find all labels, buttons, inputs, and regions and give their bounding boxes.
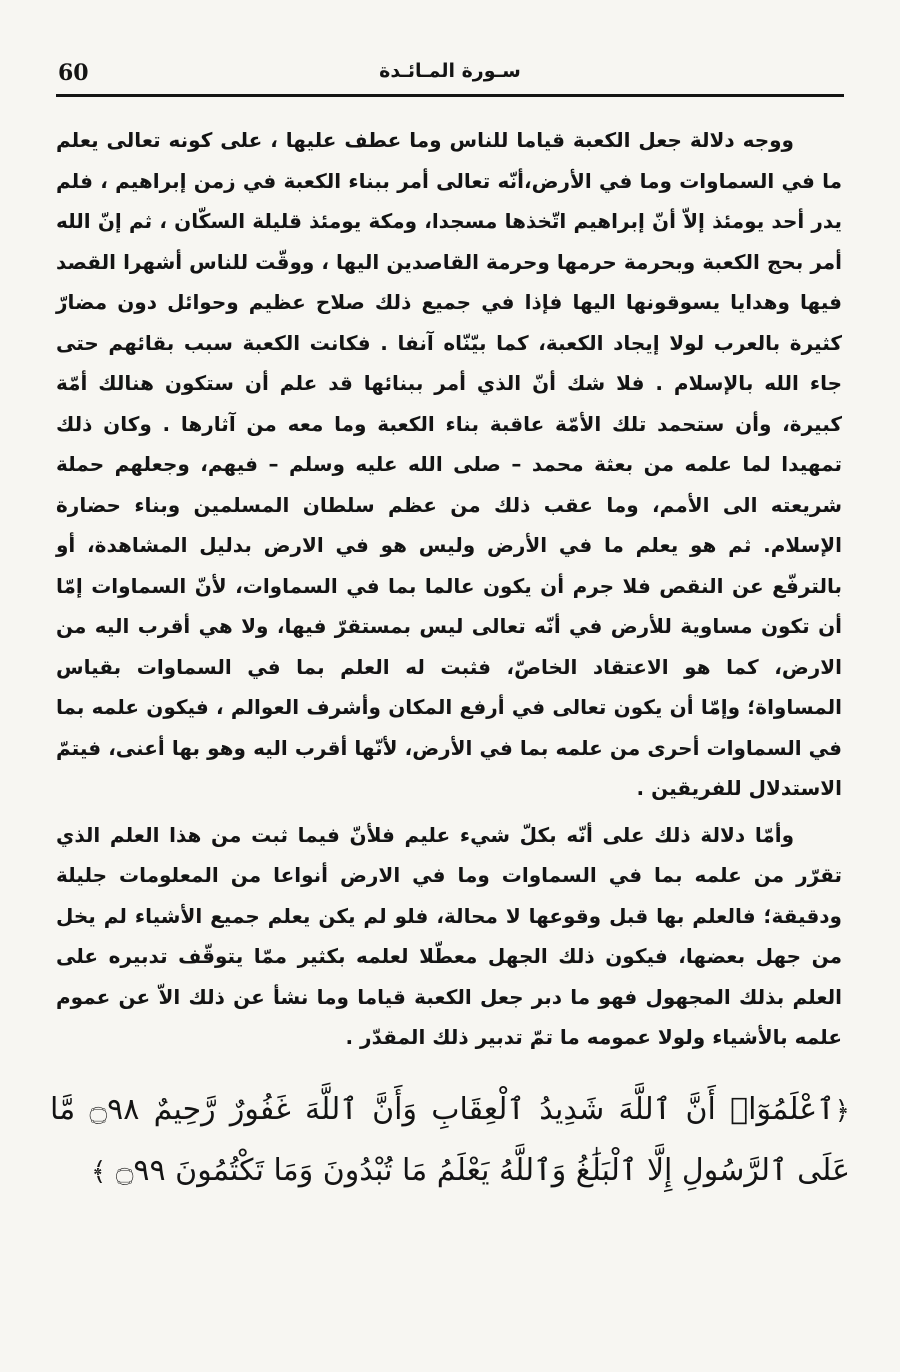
verse-close-bracket: ﴾ (91, 1157, 107, 1187)
quran-verse (50, 1080, 850, 1202)
running-title: سـورة المـائـدة (379, 60, 521, 82)
header-rule (56, 94, 844, 97)
paragraph: ووجه دلالة جعل الكعبة قياما للناس وما عطف عليها ، على كونه تعالى يعلم ما في السماوات وما في الأرض،أنّه تعالى أمر ببناء الكعبة في زمن إبراهيم ، فلم يدر أحد يومئذ إلاّ أنّ إبراهيم اتّخذها مسجدا، ومكة يومئذ قليلة السكّان ، ثم إنّ الله أمر بحج الكعبة وبحرمة حرمها وحرمة القاصدين اليها ، ووقّت للناس أشهرا القصد فيها وهدايا يسوقونها اليها فإذا في جميع ذلك صلاح عظيم وحوائل دون مضارّ كثيرة بالعرب لولا إيجاد الكعبة، كما بيّنّاه آنفا . فكانت الكعبة سبب بقائهم حتى جاء الله بالإسلام . فلا شك أنّ الذي أمر ببنائها قد علم أن ستكون هنالك أمّة كبيرة، وأن ستحمد تلك الأمّة عاقبة بناء الكعبة وما معه من آثارها . وكان ذلك تمهيدا لما علمه من بعثة محمد – صلى الله عليه وسلم – فيهم، وجعلهم حملة شريعته الى الأمم، وما عقب ذلك من عظم سلطان المسلمين وبناء حضارة الإسلام. ثم هو يعلم ما في الأرض وليس هو في الارض بدليل المشاهدة، أو بالترفّع عن النقص فلا جرم أن يكون عالما بما في السماوات، لأنّ السماوات إمّا أن تكون مساوية للأرض في أنّه تعالى ليس بمستقرّ فيها، ولا هي أقرب اليه من الارض، كما هو الاعتقاد الخاصّ، فثبت له العلم بما في السماوات بقياس المساواة؛ وإمّا أن يكون تعالى في أرفع المكان وأشرف العوالم ، فيكون علمه بما في السماوات أحرى من علمه بما في الأرض، لأنّها أقرب اليه وهو بها أعنى، فيتمّ الاستدلال للفريقين . (56, 128, 842, 800)
verse-open-bracket: ﴿ (834, 1096, 851, 1126)
paragraph: وأمّا دلالة ذلك على أنّه بكلّ شيء عليم فلأنّ فيما ثبت من هذا العلم الذي تقرّر من علمه بما في السماوات وما في الارض أنواعا من المعلومات جليلة ودقيقة؛ فالعلم بها قبل وقوعها لا محالة، فلو لم يكن يعلم جميع الأشياء لم يخل من جهل بعضها، فيكون ذلك الجهل معطّلا لعلمه بكثير ممّا يتوقّف تدبيره على العلم بذلك المجهول فهو ما دبر جعل الكعبة قياما وما نشأ عن ذلك الاّ عن عموم علمه بالأشياء ولولا عمومه ما تمّ تدبير ذلك المقدّر . (56, 822, 842, 1049)
commentary-text (56, 120, 842, 1058)
verse-text: ٱعْلَمُوٓا۟ أَنَّ ٱللَّهَ شَدِيدُ ٱلْعِقَابِ وَأَنَّ ٱللَّهَ غَفُورٌ رَّحِيمٌ ۝٩٨ مَّا عَلَى ٱلرَّسُولِ إِلَّا ٱلْبَلَٰغُ وَٱللَّهُ يَعْلَمُ مَا تُبْدُونَ وَمَا تَكْتُمُونَ ۝٩٩ (50, 1092, 850, 1188)
page-header (56, 54, 844, 98)
page-number: 60 (58, 60, 89, 86)
